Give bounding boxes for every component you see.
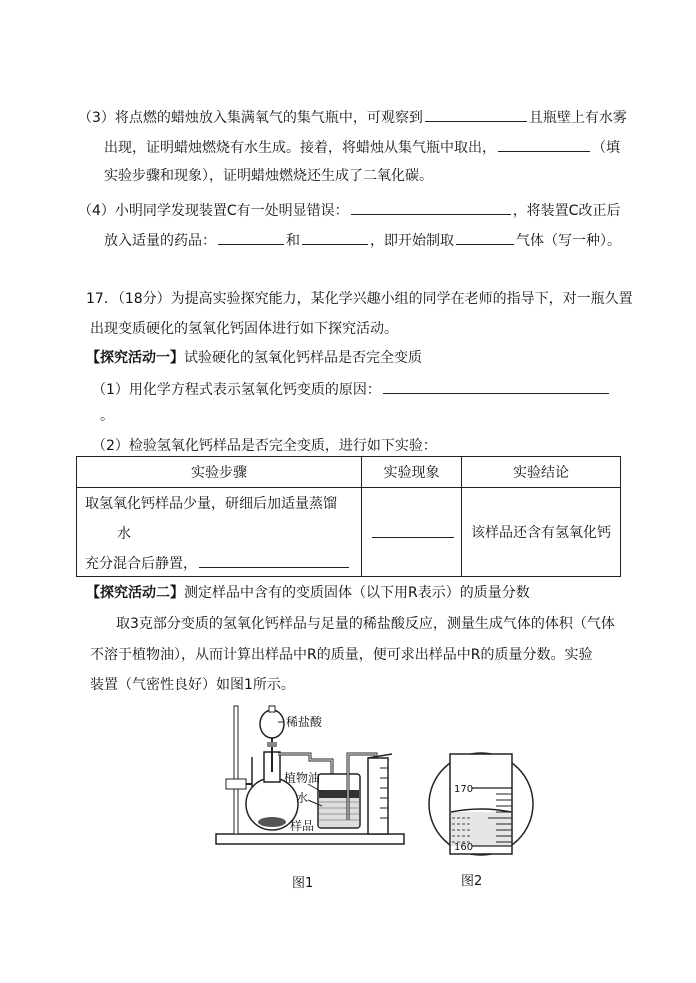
tick-170: 170 <box>454 784 474 795</box>
tick-160: 160 <box>454 842 474 853</box>
q4-text-6: 气体（写一种）。 <box>516 233 621 249</box>
stand-base <box>216 834 404 844</box>
figure1-apparatus <box>212 702 408 852</box>
q4-text-3: 放入适量的药品： <box>104 233 216 249</box>
q4-blank-1[interactable] <box>351 199 511 215</box>
activity2-p1-text: 取3克部分变质的氢氧化钙样品与足量的稀盐酸反应，测量生成气体的体积（气体 <box>116 616 615 632</box>
activity2-text: 测定样品中含有的变质固体（以下用R表示）的质量分数 <box>184 585 530 601</box>
table-header-row <box>77 457 621 488</box>
stand-rod <box>234 706 238 834</box>
activity2-p3-text: 装置（气密性良好）如图1所示。 <box>90 677 295 693</box>
q4-text-2: ，将装置C改正后 <box>512 203 621 219</box>
q3-blank-1[interactable] <box>425 106 527 122</box>
label-water: 水 <box>296 791 309 805</box>
q4-text-4: 和 <box>286 233 300 249</box>
experiment-table <box>76 456 621 577</box>
step-line1: 取氢氧化钙样品少量，研细后加适量蒸馏 <box>85 496 337 512</box>
q3-text-2: 且瓶壁上有水雾 <box>528 110 627 126</box>
q3-blank-2[interactable] <box>498 136 590 152</box>
label-sample: 样品 <box>290 819 315 833</box>
sub1-end: 。 <box>100 408 114 424</box>
funnel-bulb <box>260 710 284 738</box>
header-phenomenon: 实验现象 <box>362 457 462 488</box>
activity2-p2 <box>90 645 592 665</box>
clamp <box>226 779 246 789</box>
header-step: 实验步骤 <box>77 457 362 488</box>
sub1-text: （1）用化学方程式表示氢氧化钙变质的原因： <box>92 382 381 398</box>
q4-blank-4[interactable] <box>456 229 514 245</box>
q4-text-5: ，即开始制取 <box>370 233 454 249</box>
activity2-p2-text: 不溶于植物油），从而计算出样品中R的质量，便可求出样品中R的质量分数。实验 <box>90 647 593 663</box>
sub2-line <box>92 436 437 456</box>
activity1-title: 【探究活动一】 <box>86 350 184 366</box>
q4-text-1: （4）小明同学发现装置C有一处明显错误： <box>78 203 349 219</box>
activity2-line <box>86 583 530 603</box>
conclusion-cell <box>462 488 621 577</box>
activity2-p1 <box>116 614 615 634</box>
q4-blank-2[interactable] <box>218 229 284 245</box>
q3-text-1: （3）将点燃的蜡烛放入集满氧气的集气瓶中，可观察到 <box>78 110 423 126</box>
step-line3-text: 充分混合后静置， <box>85 556 197 572</box>
phenomenon-blank[interactable] <box>372 522 454 538</box>
label-oil: 植物油 <box>284 771 321 785</box>
figure2-magnified <box>426 750 536 858</box>
activity1-line <box>86 348 422 368</box>
figure2-caption: 图2 <box>461 874 483 889</box>
measuring-cylinder <box>368 758 388 834</box>
table-row <box>77 488 621 577</box>
q4-line2 <box>104 229 621 249</box>
q17-line1 <box>86 289 633 309</box>
sub1-line <box>92 378 611 398</box>
q3-line1 <box>78 106 627 126</box>
q17-text-1: 17．（18分）为提高实验探究能力，某化学兴趣小组的同学在老师的指导下，对一瓶久置 <box>86 291 633 307</box>
q3-text-3: 出现，证明蜡烛燃烧有水生成。接着，将蜡烛从集气瓶中取出， <box>104 140 496 156</box>
q17-line2 <box>90 319 398 339</box>
q3-text-4: （填 <box>592 140 620 156</box>
activity1-text: 试验硬化的氢氧化钙样品是否完全变质 <box>184 350 422 366</box>
figure1-caption: 图1 <box>292 876 314 891</box>
q3-text-5: 实验步骤和现象），证明蜡烛燃烧还生成了二氧化碳。 <box>104 168 433 184</box>
activity2-p3 <box>90 675 295 695</box>
step-cell <box>77 488 362 577</box>
header-conclusion: 实验结论 <box>462 457 621 488</box>
q4-blank-3[interactable] <box>302 229 368 245</box>
q17-text-2: 出现变质硬化的氢氧化钙固体进行如下探究活动。 <box>90 321 398 337</box>
q3-line3 <box>104 166 433 186</box>
q4-line1 <box>78 199 620 219</box>
sub1-blank[interactable] <box>383 378 609 394</box>
step-line3 <box>85 552 351 572</box>
sub1-end-line <box>100 406 114 426</box>
step-line2: 水 <box>117 526 131 542</box>
sub2-text: （2）检验氢氧化钙样品是否完全变质，进行如下实验： <box>92 438 437 454</box>
conclusion-text: 该样品还含有氢氧化钙 <box>471 525 611 541</box>
activity2-title: 【探究活动二】 <box>86 585 184 601</box>
phenomenon-cell <box>362 488 462 577</box>
label-acid: 稀盐酸 <box>286 715 323 729</box>
q3-line2 <box>104 136 620 156</box>
step-blank[interactable] <box>199 552 349 568</box>
